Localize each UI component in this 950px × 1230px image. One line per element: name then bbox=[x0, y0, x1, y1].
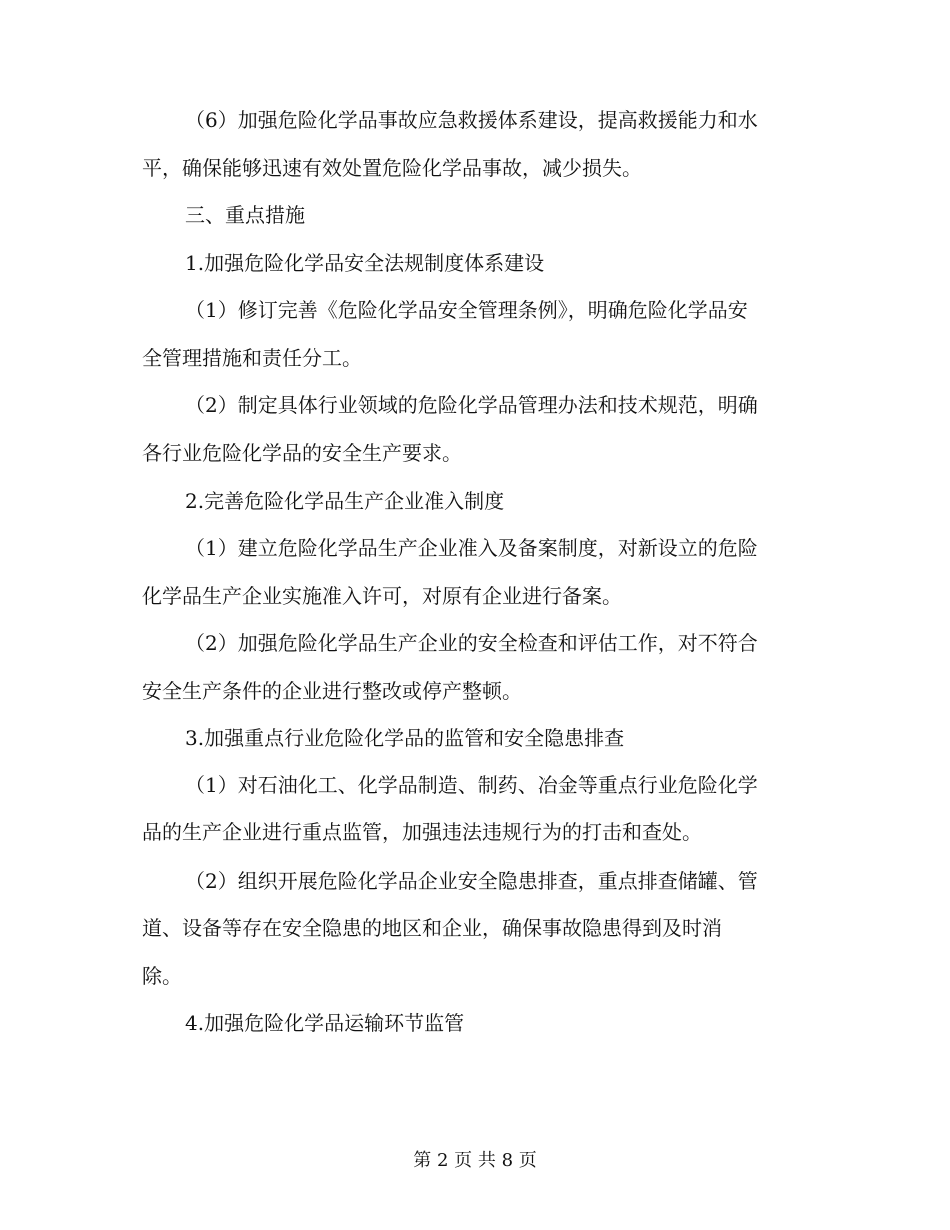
paragraph-line: 全管理措施和责任分工。 bbox=[142, 346, 362, 370]
paragraph-line: 除。 bbox=[142, 964, 182, 988]
paragraph-line: 平，确保能够迅速有效处置危险化学品事故，减少损失。 bbox=[142, 156, 642, 180]
subsection-heading: 2.完善危险化学品生产企业准入制度 bbox=[185, 489, 505, 513]
subsection-heading: 1.加强危险化学品安全法规制度体系建设 bbox=[185, 251, 545, 275]
subsection-heading: 4.加强危险化学品运输环节监管 bbox=[185, 1011, 465, 1035]
paragraph-line: （2）加强危险化学品生产企业的安全检查和评估工作，对不符合 bbox=[185, 631, 758, 655]
paragraph-line: 品的生产企业进行重点监管，加强违法违规行为的打击和查处。 bbox=[142, 820, 702, 844]
paragraph-line: （6）加强危险化学品事故应急救援体系建设，提高救援能力和水 bbox=[185, 108, 758, 132]
paragraph-line: 各行业危险化学品的安全生产要求。 bbox=[142, 441, 462, 465]
paragraph-line: （2）制定具体行业领域的危险化学品管理办法和技术规范，明确 bbox=[185, 393, 758, 417]
paragraph-line: 安全生产条件的企业进行整改或停产整顿。 bbox=[142, 679, 522, 703]
paragraph-line: （1）建立危险化学品生产企业准入及备案制度，对新设立的危险 bbox=[185, 536, 758, 560]
section-heading: 三、重点措施 bbox=[185, 203, 305, 227]
paragraph-line: （2）组织开展危险化学品企业安全隐患排查，重点排查储罐、管 bbox=[185, 869, 758, 893]
paragraph-line: （1）修订完善《危险化学品安全管理条例》，明确危险化学品安 bbox=[185, 298, 748, 322]
paragraph-line: 道、设备等存在安全隐患的地区和企业，确保事故隐患得到及时消 bbox=[142, 916, 722, 940]
page-number-footer: 第 2 页 共 8 页 bbox=[413, 1150, 537, 1171]
paragraph-line: 化学品生产企业实施准入许可，对原有企业进行备案。 bbox=[142, 584, 622, 608]
paragraph-line: （1）对石油化工、化学品制造、制药、冶金等重点行业危险化学 bbox=[185, 773, 758, 797]
subsection-heading: 3.加强重点行业危险化学品的监管和安全隐患排查 bbox=[185, 726, 625, 750]
